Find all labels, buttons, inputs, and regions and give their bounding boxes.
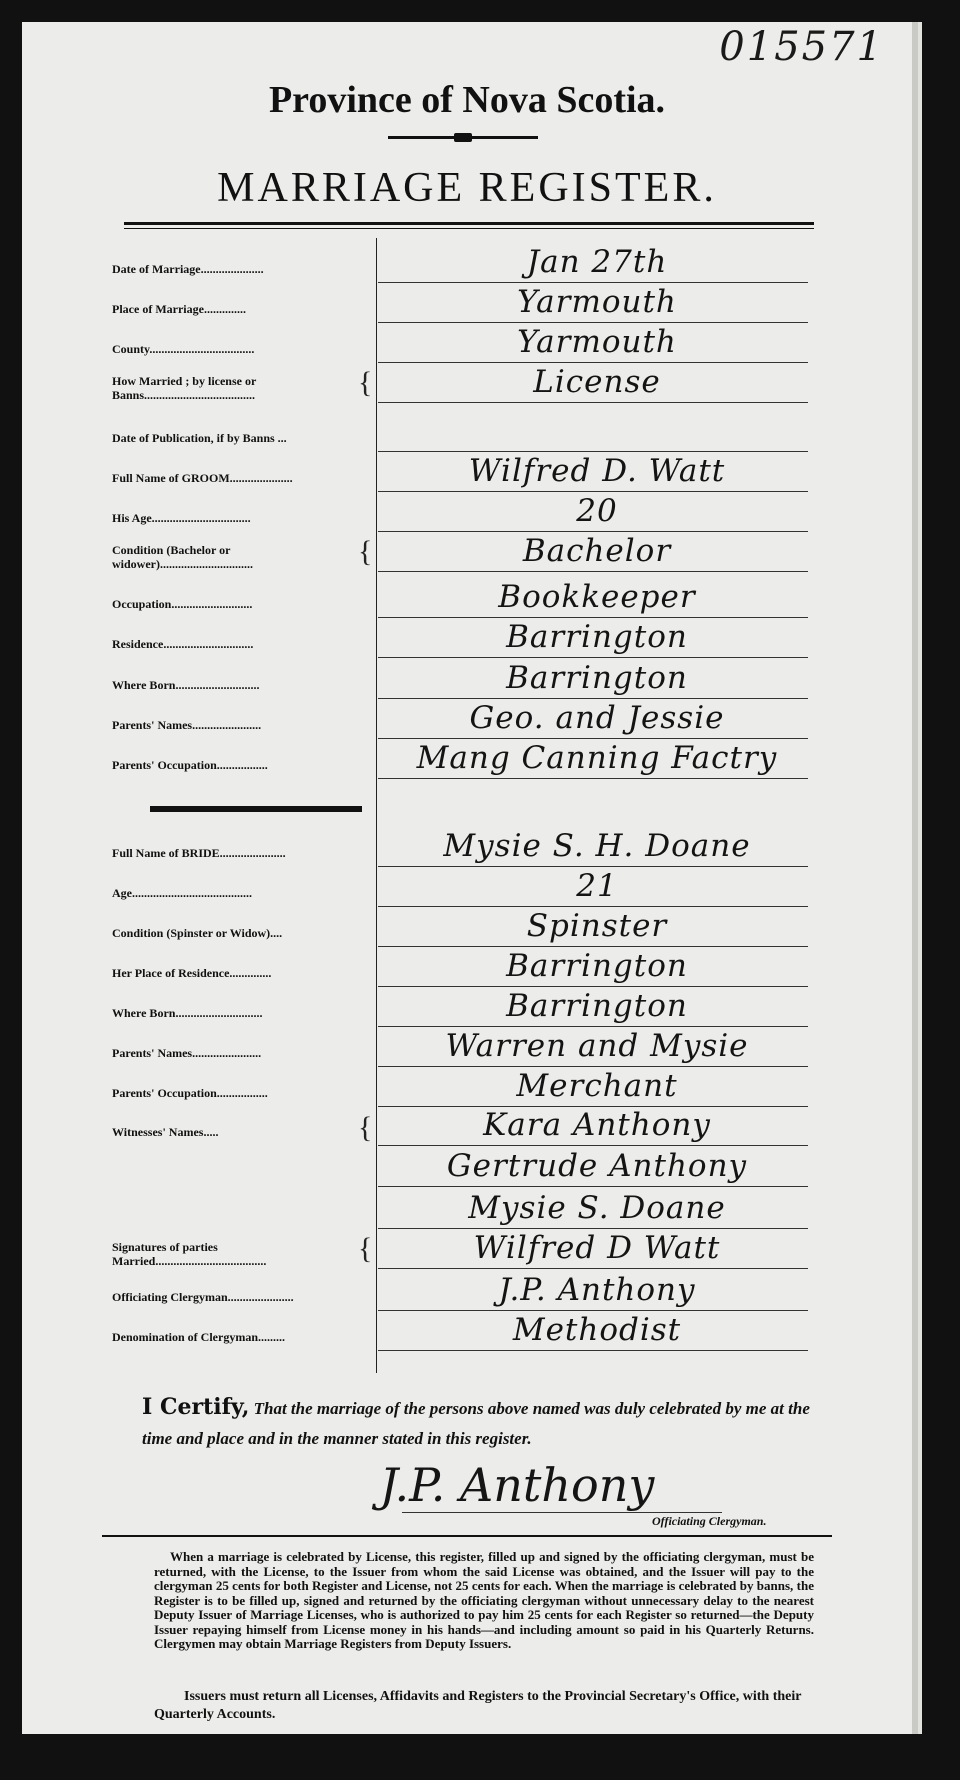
field-label: Parents' Names....................... <box>112 718 262 732</box>
handwritten-entry: Barrington <box>506 660 688 696</box>
register-page <box>22 22 912 1734</box>
field-label: Witnesses' Names..... <box>112 1125 219 1139</box>
certify-lead: I Certify, <box>142 1394 250 1420</box>
entry-line <box>378 617 808 618</box>
entry-line <box>378 986 808 987</box>
field-label: Where Born............................. <box>112 1006 263 1020</box>
title-rule-thin <box>124 228 814 229</box>
field-label: Full Name of BRIDE...................... <box>112 846 286 860</box>
brace-icon: { <box>358 1111 373 1144</box>
column-divider <box>376 238 377 1373</box>
field-label: Date of Publication, if by Banns ... <box>112 431 287 445</box>
field-label: Parents' Occupation................. <box>112 1086 268 1100</box>
heading-ornament <box>388 136 538 139</box>
handwritten-entry: License <box>533 364 661 400</box>
entry-line <box>378 1186 808 1187</box>
brace-icon: { <box>358 1232 373 1265</box>
handwritten-entry: Warren and Mysie <box>445 1028 749 1064</box>
handwritten-entry: Wilfred D Watt <box>473 1230 721 1266</box>
handwritten-entry: Mysie S. Doane <box>468 1190 726 1226</box>
handwritten-entry: Mang Canning Factry <box>416 740 778 776</box>
register-title: MARRIAGE REGISTER. <box>217 165 717 211</box>
entry-line <box>378 282 808 283</box>
issuers-note: Issuers must return all Licenses, Affidavits and Registers to the Provincial Secretary's Office, with their Quarterly Accounts. <box>154 1689 802 1722</box>
handwritten-entry: Bachelor <box>522 533 672 569</box>
entry-line <box>378 491 808 492</box>
field-label: How Married ; by license or Banns..................................... <box>112 374 257 402</box>
handwritten-entry: Barrington <box>506 988 688 1024</box>
field-label: Officiating Clergyman...................... <box>112 1290 294 1304</box>
field-label: County................................... <box>112 342 255 356</box>
handwritten-entry: Merchant <box>516 1068 678 1104</box>
handwritten-entry: 21 <box>576 868 618 904</box>
entry-line <box>378 451 808 452</box>
entry-line <box>378 402 808 403</box>
entry-line <box>378 1228 808 1229</box>
field-label: Parents' Occupation................. <box>112 758 268 772</box>
field-label: Age........................................ <box>112 886 252 900</box>
handwritten-entry: Yarmouth <box>517 324 677 360</box>
signature-caption: Officiating Clergyman. <box>652 1514 767 1528</box>
entry-line <box>378 1268 808 1269</box>
entry-line <box>378 738 808 739</box>
handwritten-entry: Spinster <box>526 908 668 944</box>
certify-text: That the marriage of the persons above named was duly celebrated by me at the time and place and in the manner stated in this register. <box>142 1399 810 1448</box>
field-label: Residence.............................. <box>112 637 254 651</box>
instructions-note: When a marriage is celebrated by License, this register, filled up and signed by the officiating clergyman, must be returned, with the License, to the Issuer from whom the said License was obtained, and the Issuer will pay to the clergyman 25 cents for both Register and License, not 25 cents for each. When the marriage is celebrated by banns, the Register is to be filled up, signed and returned by the officiating clergyman without unnecessary delay to the nearest Deputy Issuer of Marriage Licenses, who is authorized to pay him 25 cents for each Register so returned—the Deputy Issuer repaying himself from License money in his hands—and including amount so paid in his Quarterly Returns. Clergymen may obtain Marriage Registers from Deputy Issuers. <box>154 1549 814 1651</box>
field-label: Date of Marriage..................... <box>112 262 264 276</box>
entry-line <box>378 906 808 907</box>
footer-rule <box>102 1535 832 1537</box>
entry-line <box>378 698 808 699</box>
province-heading: Province of Nova Scotia. <box>268 79 666 121</box>
entry-line <box>378 778 808 779</box>
entry-line <box>378 1145 808 1146</box>
brace-icon: { <box>358 535 373 568</box>
handwritten-entry: Gertrude Anthony <box>446 1148 748 1184</box>
field-label: Condition (Bachelor or widower)............................... <box>112 543 253 571</box>
handwritten-entry: Barrington <box>506 948 688 984</box>
field-label: Full Name of GROOM..................... <box>112 471 293 485</box>
field-label: Her Place of Residence.............. <box>112 966 272 980</box>
field-label: His Age................................. <box>112 511 251 525</box>
field-label: Condition (Spinster or Widow).... <box>112 926 283 940</box>
field-label: Occupation........................... <box>112 597 253 611</box>
entry-line <box>378 571 808 572</box>
handwritten-entry: 20 <box>576 493 618 529</box>
entry-line <box>378 322 808 323</box>
clergyman-signature: J.P. Anthony <box>379 1458 655 1512</box>
handwritten-entry: Geo. and Jessie <box>469 700 725 736</box>
title-rule <box>124 222 814 225</box>
field-label: Parents' Names....................... <box>112 1046 262 1060</box>
field-label: Denomination of Clergyman......... <box>112 1330 285 1344</box>
handwritten-entry: Jan 27th <box>526 244 668 280</box>
signature-line <box>402 1512 722 1513</box>
field-label: Where Born............................ <box>112 678 260 692</box>
entry-line <box>378 657 808 658</box>
handwritten-entry: Wilfred D. Watt <box>468 453 726 489</box>
entry-line <box>378 946 808 947</box>
entry-line <box>378 362 808 363</box>
handwritten-entry: Bookkeeper <box>498 579 696 615</box>
handwritten-entry: Methodist <box>512 1312 682 1348</box>
handwritten-entry: Kara Anthony <box>483 1107 711 1143</box>
handwritten-entry: Yarmouth <box>517 284 677 320</box>
groom-bride-separator <box>150 806 362 812</box>
field-label: Place of Marriage.............. <box>112 302 246 316</box>
entry-line <box>378 531 808 532</box>
handwritten-entry: Barrington <box>506 619 688 655</box>
entry-line <box>378 866 808 867</box>
handwritten-entry: Mysie S. H. Doane <box>443 828 751 864</box>
handwritten-entry: J.P. Anthony <box>498 1272 696 1308</box>
document-number: 015571 <box>719 24 884 70</box>
entry-line <box>378 1350 808 1351</box>
brace-icon: { <box>358 366 373 399</box>
field-label: Signatures of parties Married..................................... <box>112 1240 267 1268</box>
entry-line <box>378 1026 808 1027</box>
entry-line <box>378 1066 808 1067</box>
entry-line <box>378 1310 808 1311</box>
certify-statement <box>142 1392 842 1454</box>
